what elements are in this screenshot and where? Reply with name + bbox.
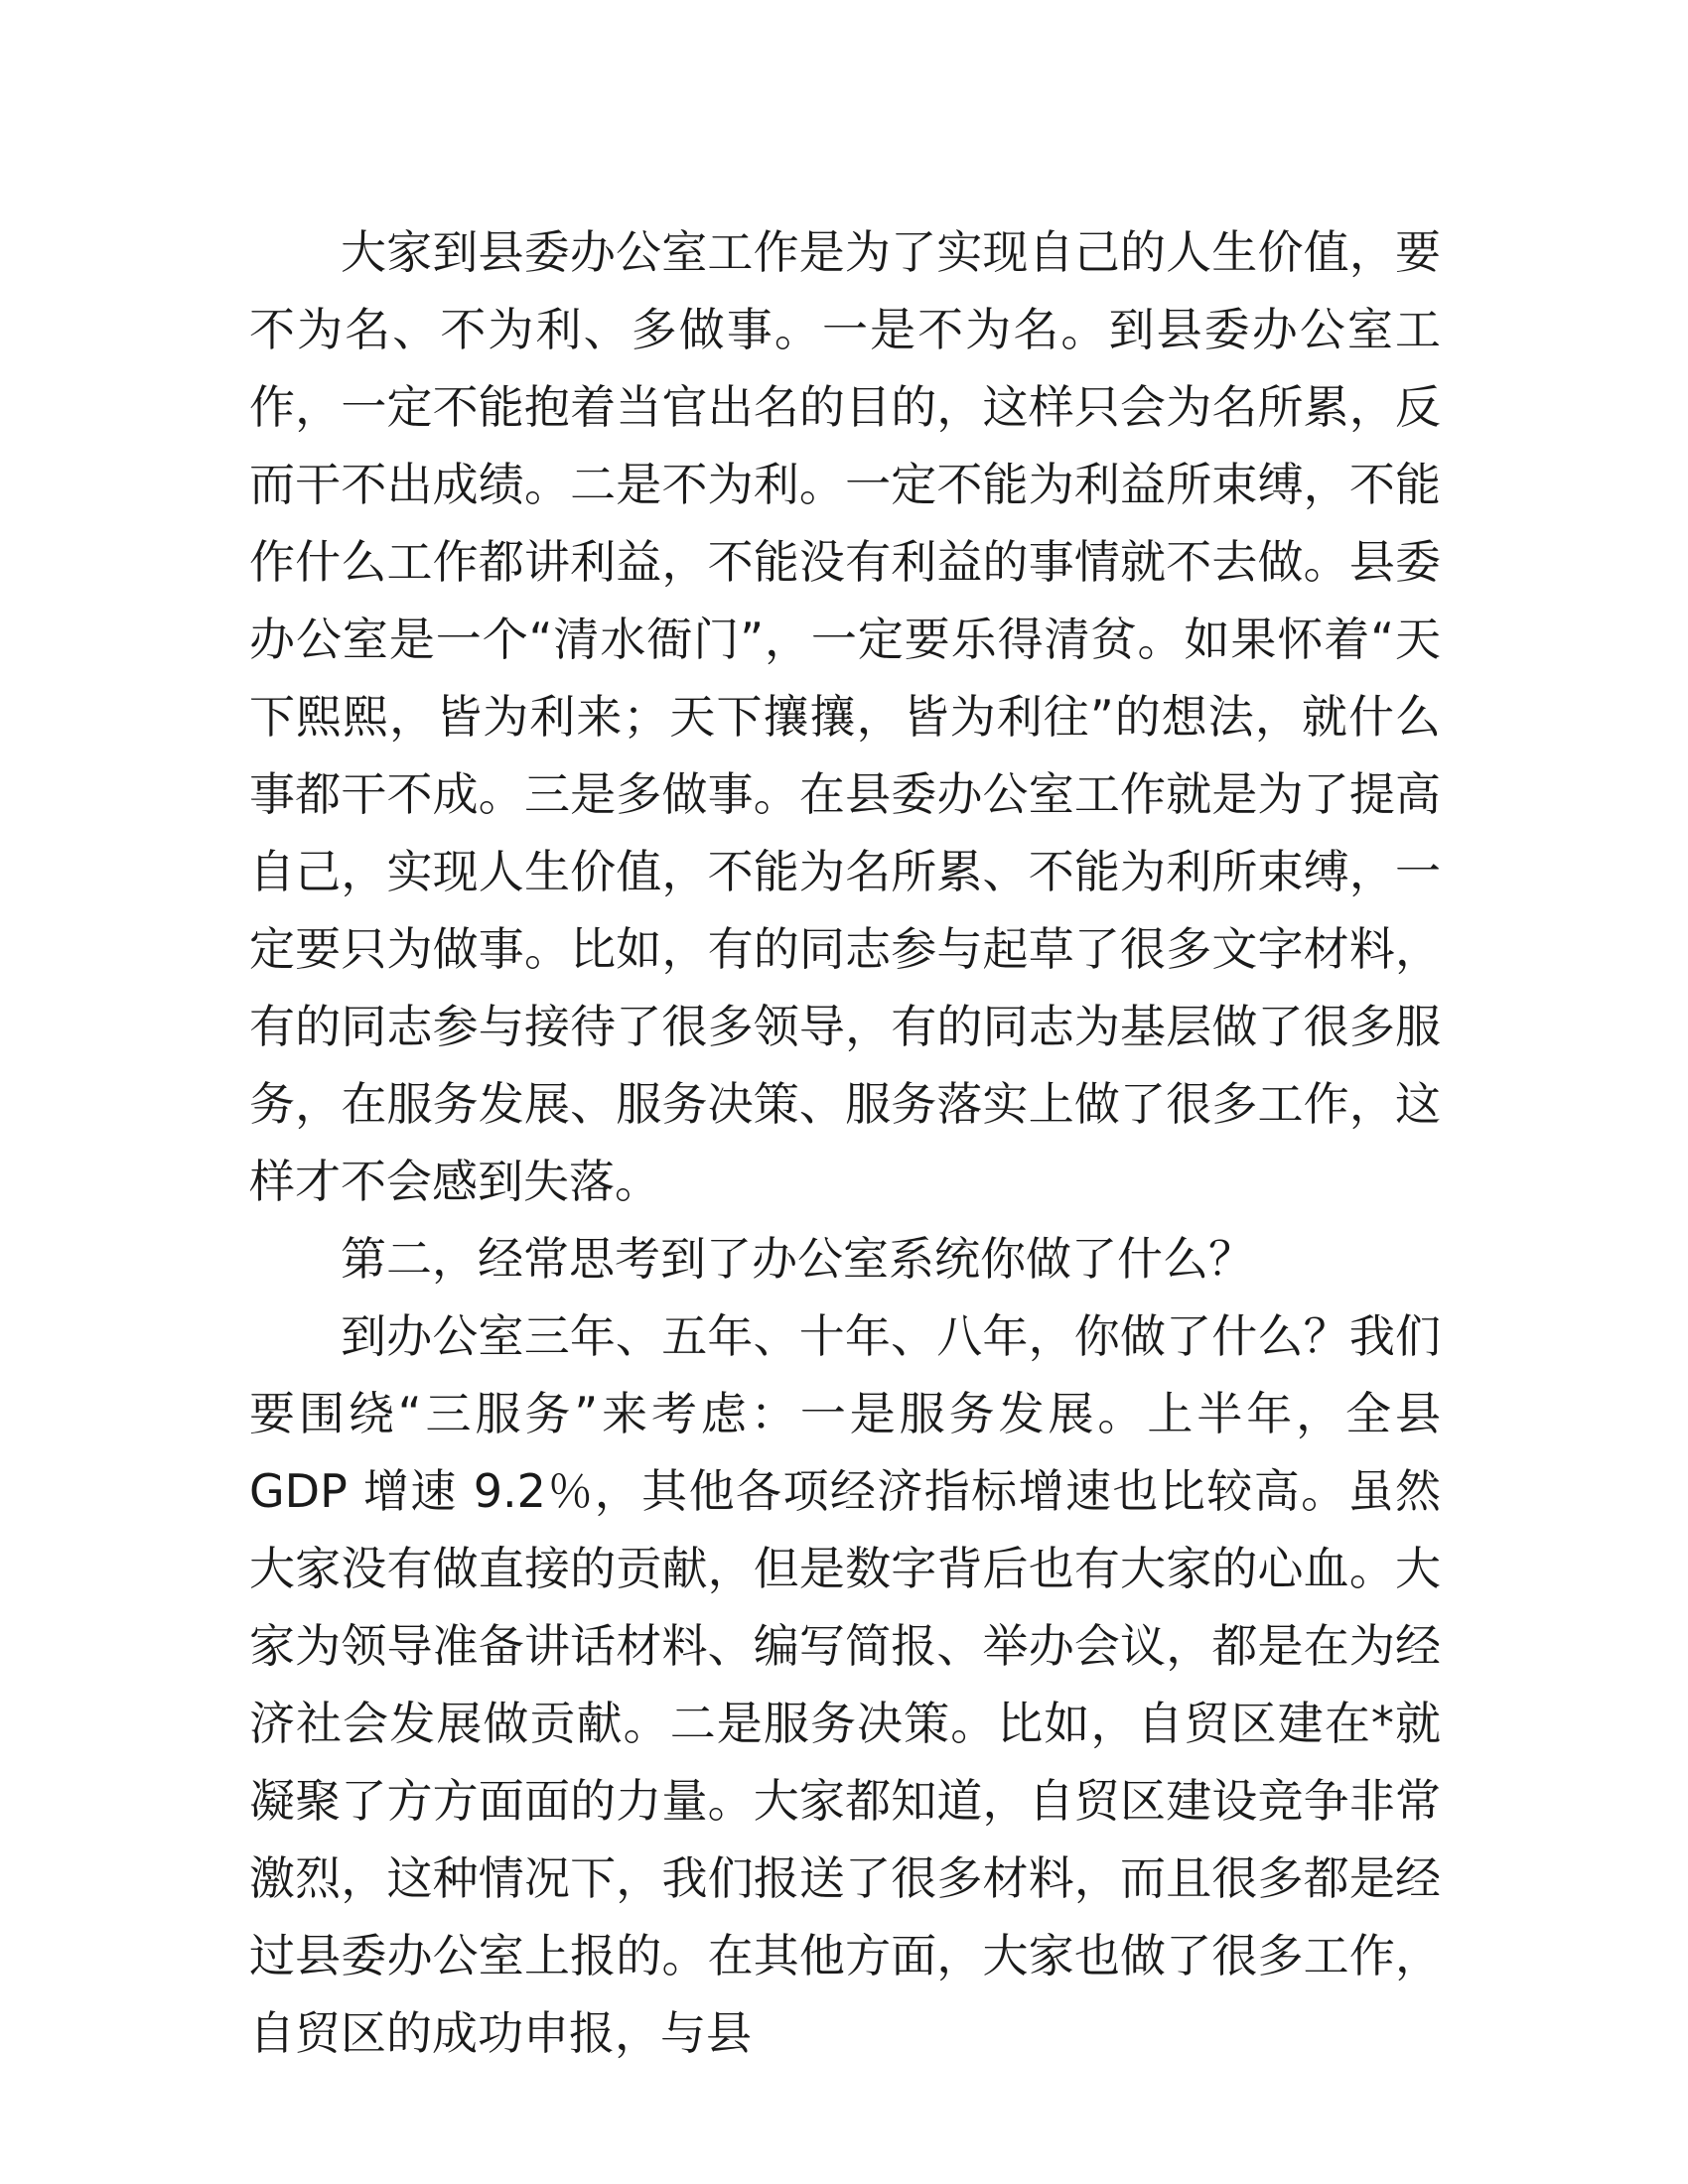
document-body <box>249 213 1441 2072</box>
paragraph: 大家到县委办公室工作是为了实现自己的人生价值，要不为名、不为利、多做事。一是不为名。到县委办公室工作，一定不能抱着当官出名的目的，这样只会为名所累，反而干不出成绩。二是不为利。一定不能为利益所束缚，不能作什么工作都讲利益，不能没有利益的事情就不去做。县委办公室是一个“清水衙门”，一定要乐得清贫。如果怀着“天下熙熙，皆为利来；天下攘攘，皆为利往”的想法，就什么事都干不成。三是多做事。在县委办公室工作就是为了提高自己，实现人生价值，不能为名所累、不能为利所束缚，一定要只为做事。比如，有的同志参与起草了很多文字材料，有的同志参与接待了很多领导，有的同志为基层做了很多服务，在服务发展、服务决策、服务落实上做了很多工作，这样才不会感到失落。 <box>249 225 1441 1208</box>
paragraph: 到办公室三年、五年、十年、八年，你做了什么？我们要围绕“三服务”来考虑：一是服务发展。上半年，全县 GDP 增速 9.2％，其他各项经济指标增速也比较高。虽然大家没有做直接的贡献，但是数字背后也有大家的心血。大家为领导准备讲话材料、编写简报、举办会议，都是在为经济社会发展做贡献。二是服务决策。比如，自贸区建在*就凝聚了方方面面的力量。大家都知道，自贸区建设竞争非常激烈，这种情况下，我们报送了很多材料，而且很多都是经过县委办公室上报的。在其他方面，大家也做了很多工作，自贸区的成功申报，与县 <box>249 1309 1441 2060</box>
section-heading: 第二，经常思考到了办公室系统你做了什么？ <box>341 1232 1254 1286</box>
